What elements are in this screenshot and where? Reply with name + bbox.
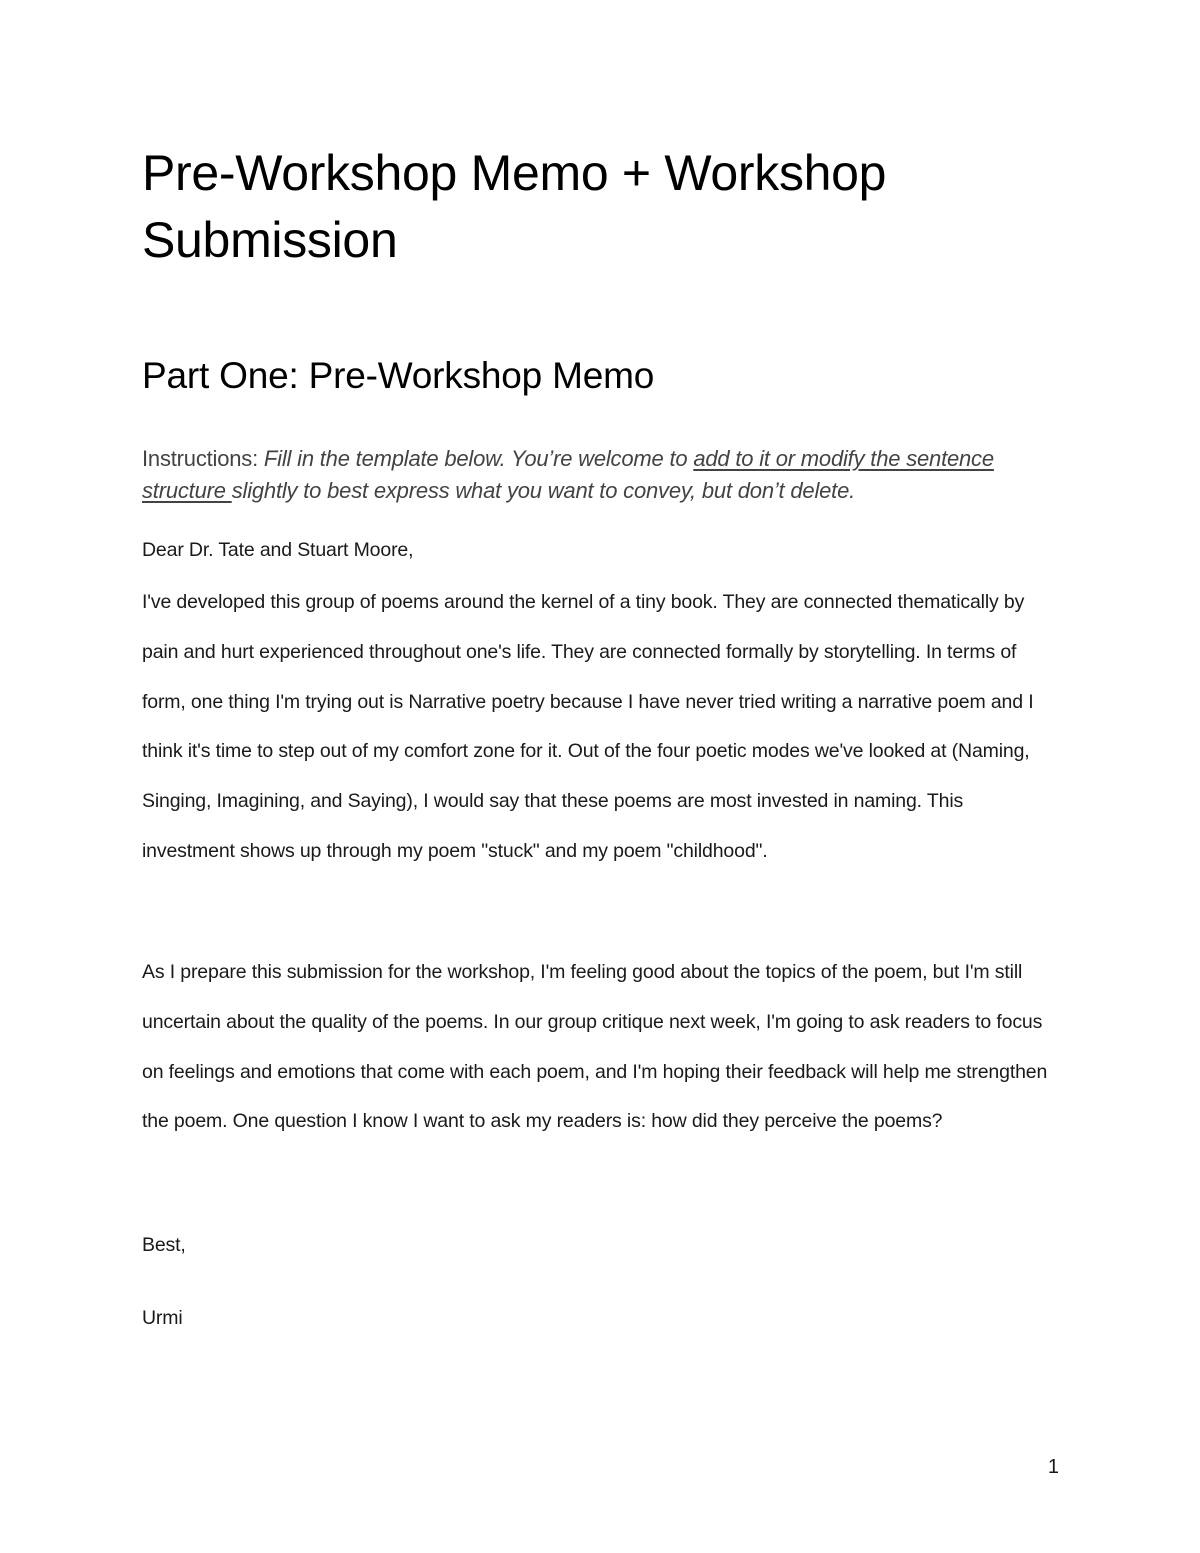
letter-closing: Best, [142,1234,186,1256]
letter-paragraph-2: As I prepare this submission for the workshop, I'm feeling good about the topics of the poem, but I'm still uncertain about the quality of the poems. In our group critique next week, I'm going to ask readers to focus on feelings and emotions that come with each poem, and I'm hoping their feedback will help me strengthen the poem. One question I know I want to ask my readers is: how did they perceive the poems? [142,961,1048,1133]
letter-paragraph-1: I've developed this group of poems around the kernel of a tiny book. They are connected thematically by pain and hurt experienced throughout one's life. They are connected formally by storytelling. In terms of form, one thing I'm trying out is Narrative poetry because I have never tried writing a narrative poem and I think it's time to step out of my comfort zone for it. Out of the four poetic modes we've looked at (Naming, Singing, Imagining, and Saying), I would say that these poems are most invested in naming. This investment shows up through my poem "stuck" and my poem "childhood". [142,591,1034,862]
page-number: 1 [1047,1456,1059,1478]
letter-signature: Urmi [142,1307,183,1329]
instructions-label: Instructions: [142,446,264,471]
instructions-underlined: add to it or modify the sentence structure [142,446,994,503]
section-heading: Part One: Pre-Workshop Memo [142,355,655,396]
instructions-paragraph [142,443,1042,507]
instructions-italic-before: Fill in the template below. You’re welcome to [263,446,694,471]
instructions-italic-after: slightly to best express what you want to convey, but don’t delete. [231,478,856,503]
document-title: Pre-Workshop Memo + Workshop Submission [142,145,887,268]
letter-salutation: Dear Dr. Tate and Stuart Moore, [142,539,414,561]
